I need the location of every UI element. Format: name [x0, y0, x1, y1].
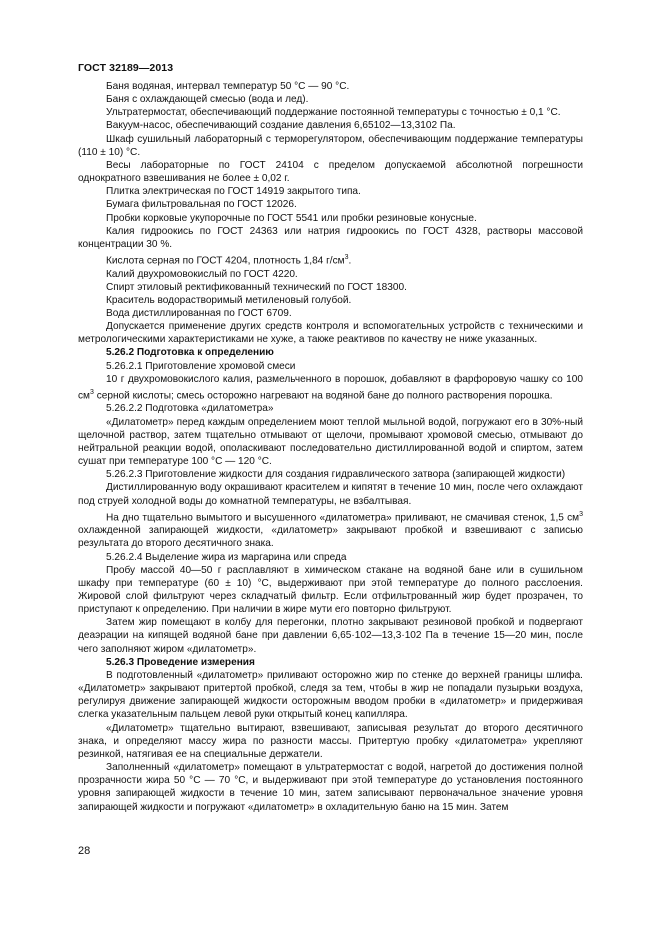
paragraph-text: Затем жир помещают в колбу для перегонки, плотно закрывают резиновой пробкой и подвергают деаэрации на кипящей водяной бане при давлении 6,65·102—13,3·102 Па в течение 15—20 мин, после чего заполняют жиром «дилатометр».	[78, 617, 583, 655]
page-number: 28	[78, 845, 91, 857]
paragraph	[78, 616, 583, 655]
paragraph-text-continued: .	[348, 255, 352, 267]
paragraph-text: Калий двухромовокислый по ГОСТ 4220.	[106, 268, 298, 280]
paragraph-text: 5.26.2.3 Приготовление жидкости для создания гидравлического затвора (запирающей жидкости)	[106, 469, 566, 481]
paragraph-text: Плитка электрическая по ГОСТ 14919 закрытого типа.	[106, 186, 361, 198]
paragraph	[78, 320, 583, 346]
paragraph	[78, 416, 583, 469]
paragraph	[78, 281, 583, 294]
paragraph	[78, 508, 583, 551]
superscript: 3	[344, 254, 349, 262]
paragraph	[78, 212, 583, 225]
paragraph	[78, 198, 583, 211]
paragraph-text-continued: серной кислоты; смесь осторожно нагревают на водяной бане до полного растворения порошка.	[93, 390, 553, 402]
paragraph	[78, 669, 583, 722]
paragraph-text: Кислота серная по ГОСТ 4204, плотность 1,84 г/см	[106, 255, 345, 267]
paragraph-text: Бумага фильтровальная по ГОСТ 12026.	[106, 199, 297, 211]
paragraph	[78, 225, 583, 251]
paragraph-text: Весы лабораторные по ГОСТ 24104 с пределом допускаемой абсолютной погрешности однократного взвешивания не более ± 0,02 г.	[78, 159, 583, 185]
paragraph-text: 5.26.2.2 Подготовка «дилатометра»	[106, 403, 274, 415]
paragraph	[78, 761, 583, 814]
paragraph	[78, 106, 583, 119]
paragraph-text: Пробки корковые укупорочные по ГОСТ 5541 или пробки резиновые конусные.	[106, 212, 477, 224]
document-code-header: ГОСТ 32189—2013	[78, 62, 174, 74]
paragraph-text: 10 г двухромовокислого калия, размельченного в порошок, добавляют в фарфоровую чашку со 100 см	[78, 373, 583, 402]
paragraph	[78, 564, 583, 617]
paragraph	[78, 185, 583, 198]
paragraph	[78, 722, 583, 761]
paragraph-text: Ультратермостат, обеспечивающий поддержание постоянной температуры с точностью ± 0,1 °C.	[106, 107, 561, 119]
paragraph-text: Вода дистиллированная по ГОСТ 6709.	[106, 308, 292, 320]
superscript: 3	[90, 388, 94, 396]
paragraph	[78, 268, 583, 281]
paragraph-text: 5.26.2.1 Приготовление хромовой смеси	[106, 360, 296, 372]
paragraph	[78, 307, 583, 320]
paragraph	[78, 159, 583, 185]
paragraph-text: На дно тщательно вымытого и высушенного «дилатометра» приливают, не смачивая стенок, 1,5 см	[106, 512, 580, 524]
paragraph-text: Спирт этиловый ректификованный технический по ГОСТ 18300.	[106, 281, 407, 293]
paragraph-text-continued: охлажденной запирающей жидкости, «дилатометр» закрывают пробкой и взвешивают с записью результата до второго десятичного знака.	[78, 525, 583, 550]
paragraph	[78, 360, 583, 373]
paragraph-text: Баня водяная, интервал температур 50 °C — 90 °C.	[106, 81, 350, 92]
paragraph-text: Шкаф сушильный лабораторный с терморегулятором, обеспечивающим поддержание температуры (110 ± 10) °C.	[78, 133, 583, 158]
paragraph-text: 5.26.3 Проведение измерения	[106, 656, 255, 668]
paragraph	[78, 133, 583, 159]
paragraph-text: Баня с охлаждающей смесью (вода и лед).	[106, 94, 309, 106]
document-body	[78, 80, 583, 814]
paragraph	[78, 119, 583, 132]
paragraph-text: Пробу массой 40—50 г расплавляют в химическом стакане на водяной бане или в сушильном шкафу при температуре (60 ± 10) °C, выдерживают при этой температуре до полного расслоения. Жировой слой фильтруют через складчатый фильтр. Если отфильтрованный жир будет прозрачен, то приступают к определению. При наличии в жире мути его повторно фильтруют.	[78, 564, 583, 616]
paragraph	[78, 251, 583, 268]
paragraph-text: Калия гидроокись по ГОСТ 24363 или натрия гидроокись по ГОСТ 4328, растворы массовой концентрации 30 %.	[78, 225, 583, 250]
paragraph-text: Дистиллированную воду окрашивают красителем и кипятят в течение 10 мин, после чего охлаждают под струей холодной воды до комнатной температуры, не взбалтывая.	[78, 482, 583, 507]
paragraph	[78, 481, 583, 507]
paragraph-text: Заполненный «дилатометр» помещают в ультратермостат с водой, нагретой до достижения полной прозрачности жира 50 °C — 70 °C, и выдерживают при этой температуре до установления постоянного уровня запирающей жидкости в течение 10 мин, затем записывают первоначальное значение уровня запирающей жидкости и погружают «дилатометр» в охладительную баню на 15 мин. Затем	[78, 762, 583, 813]
paragraph-text: «Дилатометр» тщательно вытирают, взвешивают, записывая результат до второго десятичного знака, и определяют массу жира по разности массы. Притертую пробку «дилатометра» укрепляют резинкой, натягивая ее на специальные держатели.	[78, 722, 583, 760]
paragraph	[78, 80, 583, 93]
paragraph-text: Вакуум-насос, обеспечивающий создание давления 6,65102—13,3102 Па.	[106, 120, 456, 132]
paragraph	[78, 373, 583, 403]
paragraph-text: 5.26.2 Подготовка к определению	[106, 347, 274, 359]
superscript: 3	[579, 510, 583, 518]
paragraph	[78, 551, 583, 564]
paragraph	[78, 294, 583, 307]
paragraph-text: Краситель водорастворимый метиленовый голубой.	[106, 294, 352, 306]
paragraph	[78, 402, 583, 415]
paragraph	[78, 93, 583, 106]
section-heading	[78, 346, 583, 359]
paragraph-text: 5.26.2.4 Выделение жира из маргарина или спреда	[106, 551, 347, 563]
paragraph	[78, 468, 583, 481]
paragraph-text: Допускается применение других средств контроля и вспомогательных устройств с техническими и метрологическими характеристиками не хуже, а также реактивов по качеству не ниже указанных.	[78, 321, 583, 346]
paragraph-text: «Дилатометр» перед каждым определением моют теплой мыльной водой, погружают его в 30%-ный щелочной раствор, затем тщательно отмывают от щелочи, промывают хромовой смесью, отмывают до нейтральной реакции водой, ополаскивают последовательно дистиллированной водой и спиртом, затем сушат при температуре 100 °C — 120 °C.	[78, 416, 583, 468]
paragraph-text: В подготовленный «дилатометр» приливают осторожно жир по стенке до верхней границы шлифа. «Дилатометр» закрывают притертой пробкой, следя за тем, чтобы в жир не попадали пузырьки воздуха, регулируя движение запирающей жидкости осторожным вводом пробки в «дилатометр» и придерживая слегка указательным пальцем левой руки открытый конец капилляра.	[78, 669, 583, 721]
section-heading	[78, 656, 583, 669]
